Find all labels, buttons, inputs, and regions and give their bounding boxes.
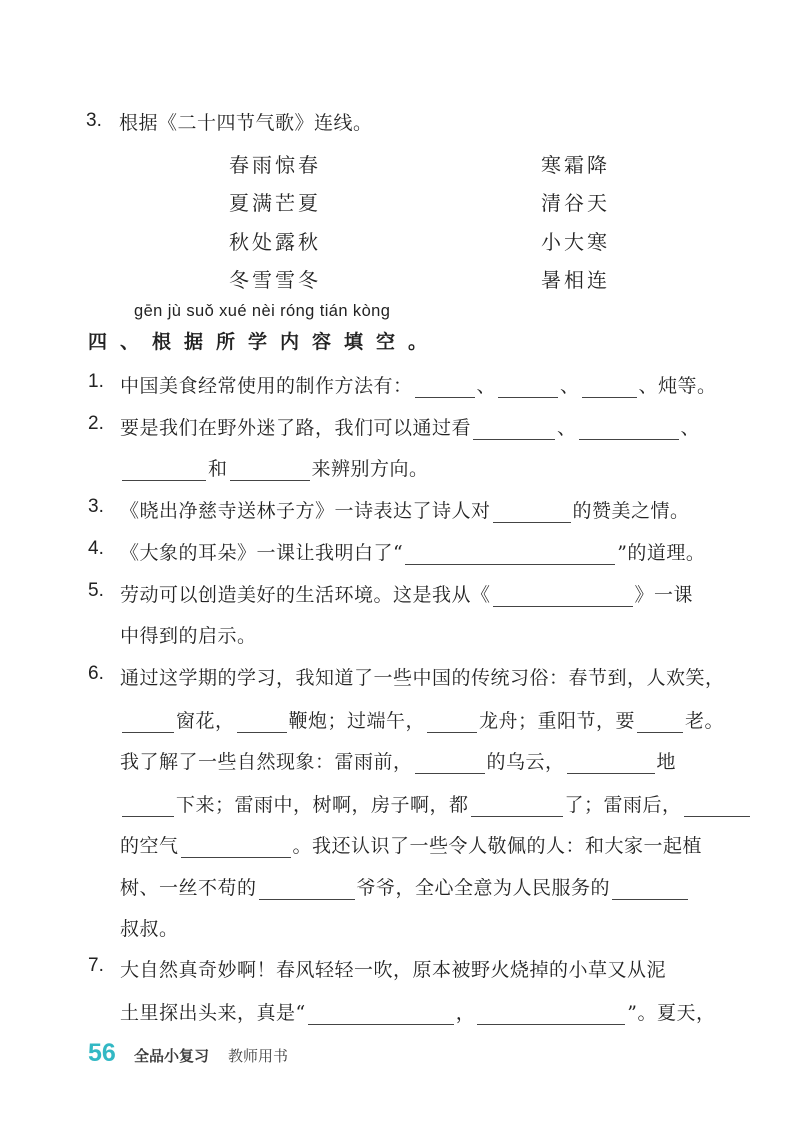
question-text: 。我还认识了一些令人敬佩的人：和大家一起植 [292,835,703,857]
question-number: 6. [88,663,104,684]
question-text: 劳动可以创造美好的生活环境。这是我从《 [120,584,491,606]
separator: ， [455,1002,476,1024]
question-text: 鞭炮；过端午， [288,710,426,732]
answer-blank[interactable] [612,879,688,900]
question-number: 3. [86,110,102,131]
question-6-cont [0,781,800,821]
answer-blank[interactable] [122,712,174,733]
section-pinyin: gēn jù suǒ xué nèi róng tián kòng [134,302,391,320]
answer-blank[interactable] [415,377,475,398]
answer-blank[interactable] [122,796,174,817]
answer-blank[interactable] [579,419,679,440]
question-6-cont [0,822,800,862]
question-3 [0,487,800,527]
question-text: 窗花， [176,710,235,732]
question-text: 老。 [685,710,725,732]
question-number: 2. [88,413,104,434]
answer-blank[interactable] [473,419,555,440]
question-text: 《晓出净慈寺送林子方》一诗表达了诗人对 [120,500,491,522]
question-text: 大自然真奇妙啊！春风轻轻一吹，原本被野火烧掉的小草又从泥 [120,959,667,981]
answer-blank[interactable] [230,460,310,481]
question-number: 3. [88,496,104,517]
book-title: 全品小复习 [134,1047,210,1065]
answer-blank[interactable] [477,1004,625,1025]
question-text: 《大象的耳朵》一课让我明白了“ [120,542,404,564]
question-text: 爷爷，全心全意为人民服务的 [356,877,611,899]
question-1 [0,362,800,402]
question-7-cont [0,989,800,1029]
answer-blank[interactable] [684,796,750,817]
question-instruction: 根据《二十四节气歌》连线。 [119,112,373,134]
left-item[interactable]: 冬雪雪冬 [229,268,321,292]
question-text: 中国美食经常使用的制作方法有： [120,375,413,397]
left-item[interactable]: 春雨惊春 [229,153,321,177]
answer-blank[interactable] [582,377,637,398]
question-6-cont [0,864,800,904]
question-6-cont [0,905,800,945]
answer-blank[interactable] [637,712,683,733]
answer-blank[interactable] [498,377,558,398]
left-item[interactable]: 夏满芒夏 [229,191,321,215]
question-text: 叔叔。 [120,918,179,940]
question-text: 地 [656,751,677,773]
answer-blank[interactable] [415,753,485,774]
answer-blank[interactable] [471,796,563,817]
question-text: 和 [208,458,228,480]
right-item[interactable]: 小大寒 [541,230,610,254]
question-4 [0,529,800,569]
question-number: 1. [88,371,104,392]
question-text: 的空气 [120,835,179,857]
question-number: 4. [88,538,104,559]
question-text: 的赞美之情。 [572,500,690,522]
answer-blank[interactable] [493,586,633,607]
question-text: 树、一丝不苟的 [120,877,257,899]
question-5 [0,571,800,611]
separator: 、 [476,375,497,397]
question-text: 下来；雷雨中，树啊，房子啊，都 [176,794,469,816]
question-number: 5. [88,580,104,601]
question-text: 要是我们在野外迷了路，我们可以通过看 [120,417,472,439]
question-text: 通过这学期的学习，我知道了一些中国的传统习俗：春节到，人欢笑， [120,667,725,689]
question-6-cont [0,738,800,778]
question-text: 了；雷雨后， [564,794,682,816]
question-text: 土里探出头来，真是“ [120,1002,306,1024]
question-text: 、炖等。 [638,375,717,397]
answer-blank[interactable] [405,544,615,565]
answer-blank[interactable] [259,879,355,900]
book-subtitle: 教师用书 [228,1047,289,1065]
right-item[interactable]: 寒霜降 [541,153,610,177]
answer-blank[interactable] [122,460,206,481]
question-2-cont [0,445,800,485]
answer-blank[interactable] [237,712,287,733]
question-text: 中得到的启示。 [120,625,257,647]
question-text: 来辨别方向。 [311,458,429,480]
question-2 [0,404,800,444]
answer-blank[interactable] [427,712,477,733]
question-text: ”。夏天， [627,1002,716,1024]
left-item[interactable]: 秋处露秋 [229,230,321,254]
question-text: ”的道理。 [617,542,706,564]
question-text: 的乌云， [486,751,565,773]
answer-blank[interactable] [567,753,655,774]
question-6 [0,654,800,694]
separator: 、 [560,375,580,397]
answer-blank[interactable] [308,1004,454,1025]
right-item[interactable]: 暑相连 [541,268,610,292]
question-7 [0,946,800,986]
question-text: 龙舟；重阳节，要 [479,710,636,732]
question-5-cont [0,612,800,652]
answer-blank[interactable] [181,837,291,858]
page-number: 56 [88,1039,116,1067]
question-text: 》一课 [634,584,694,606]
question-number: 7. [88,955,104,976]
section-title: 四、根据所学内容填空。 [88,331,441,353]
question-6-cont [0,697,800,737]
question-text: 我了解了一些自然现象：雷雨前， [120,751,413,773]
answer-blank[interactable] [493,502,571,523]
right-item[interactable]: 清谷天 [541,191,610,215]
separator: 、 [680,417,701,439]
separator: 、 [557,417,577,439]
